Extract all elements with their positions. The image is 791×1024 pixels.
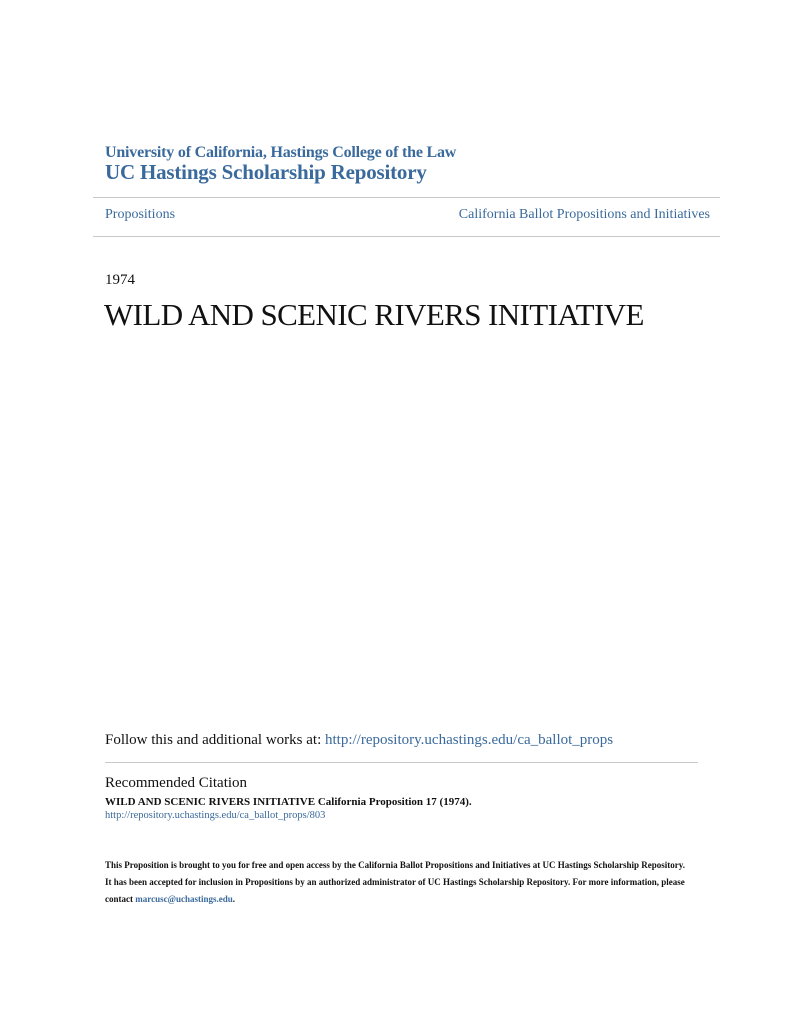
nav-divider bbox=[93, 236, 720, 237]
repository-name[interactable]: UC Hastings Scholarship Repository bbox=[105, 160, 427, 184]
publication-year: 1974 bbox=[105, 272, 135, 288]
ballot-propositions-link[interactable]: California Ballot Propositions and Initiatives bbox=[458, 207, 710, 222]
propositions-link[interactable]: Propositions bbox=[105, 207, 176, 222]
citation-text bbox=[105, 796, 472, 808]
notice-line-2: It has been accepted for inclusion in Propositions by an authorized administrator of UC Hastings Scholarship Repository. For more information, please bbox=[105, 877, 685, 887]
citation-divider bbox=[105, 762, 698, 763]
notice-line-3 bbox=[105, 891, 705, 908]
contact-email-link[interactable]: marcusc@uchastings.edu bbox=[135, 894, 233, 904]
notice-contact-prefix: contact bbox=[105, 894, 136, 904]
institution-name[interactable]: University of California, Hastings College of the Law bbox=[105, 144, 457, 161]
citation-url-link[interactable]: http://repository.uchastings.edu/ca_ballot_props/803 bbox=[105, 810, 326, 821]
document-title: WILD AND SCENIC RIVERS INITIATIVE bbox=[104, 297, 644, 332]
notice-contact-suffix: . bbox=[232, 894, 235, 904]
follow-prefix: Follow this and additional works at: bbox=[105, 732, 325, 748]
follow-url-link[interactable]: http://repository.uchastings.edu/ca_ballot_props bbox=[324, 732, 614, 748]
citation-detail: California Proposition 17 (1974). bbox=[315, 796, 472, 808]
follow-line bbox=[105, 732, 613, 749]
access-notice bbox=[105, 857, 705, 908]
recommended-citation-heading: Recommended Citation bbox=[105, 775, 248, 791]
citation-title: WILD AND SCENIC RIVERS INITIATIVE bbox=[105, 796, 316, 808]
notice-line-1: This Proposition is brought to you for free and open access by the California Ballot Propositions and Initiatives at UC Hastings Scholarship Repository. bbox=[105, 860, 685, 870]
header-divider bbox=[93, 197, 720, 198]
